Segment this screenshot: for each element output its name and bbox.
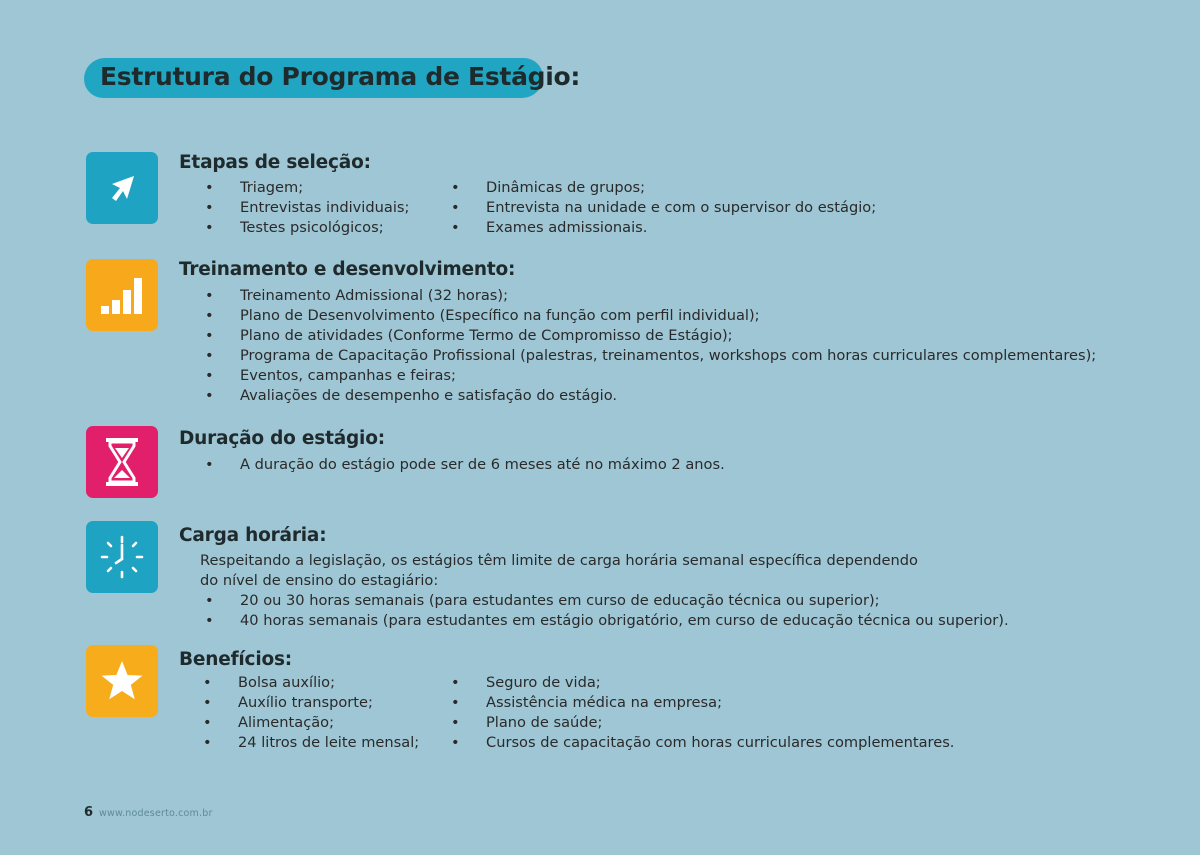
list-item: • Avaliações de desempenho e satisfação do estágio. [205,386,1096,406]
list-item: • Testes psicológicos; [205,218,409,238]
list-item: • 40 horas semanais (para estudantes em estágio obrigatório, em curso de educação técnica ou superior). [205,611,1009,631]
list-item: • Plano de atividades (Conforme Termo de Compromisso de Estágio); [205,326,1096,346]
cursor-arrow-icon [86,152,158,224]
carga-list [205,591,1009,631]
list-item: • Treinamento Admissional (32 horas); [205,286,1096,306]
list-item: • Plano de Desenvolvimento (Específico na função com perfil individual); [205,306,1096,326]
list-item: • Programa de Capacitação Profissional (palestras, treinamentos, workshops com horas curriculares complementares); [205,346,1096,366]
list-item: • Cursos de capacitação com horas curriculares complementares. [451,733,954,753]
list-item: • Entrevistas individuais; [205,198,409,218]
carga-paragraph-line2: do nível de ensino do estagiário: [200,572,439,589]
page-number: 6 [84,805,94,820]
list-item: • A duração do estágio pode ser de 6 meses até no máximo 2 anos. [205,455,725,475]
section-title-treinamento: Treinamento e desenvolvimento: [179,259,516,280]
list-item: • Triagem; [205,178,409,198]
list-item: • Dinâmicas de grupos; [451,178,876,198]
list-item: • 20 ou 30 horas semanais (para estudantes em curso de educação técnica ou superior); [205,591,1009,611]
selecao-list-col2 [451,178,876,238]
carga-paragraph-line1: Respeitando a legislação, os estágios têm limite de carga horária semanal específica dependendo [200,552,918,569]
hourglass-icon [86,426,158,498]
list-item: • 24 litros de leite mensal; [203,733,419,753]
page-title: Estrutura do Programa de Estágio: [100,62,581,91]
beneficios-list-col1 [203,673,419,753]
list-item: • Auxílio transporte; [203,693,419,713]
clock-icon [86,521,158,593]
list-item: • Alimentação; [203,713,419,733]
list-item: • Seguro de vida; [451,673,954,693]
selecao-list-col1 [205,178,409,238]
page-footer [84,805,213,820]
list-item: • Exames admissionais. [451,218,876,238]
beneficios-list-col2 [451,673,954,753]
list-item: • Bolsa auxílio; [203,673,419,693]
section-title-selecao: Etapas de seleção: [179,152,371,173]
section-title-beneficios: Benefícios: [179,649,292,670]
footer-url: www.nodeserto.com.br [99,808,213,819]
list-item: • Plano de saúde; [451,713,954,733]
list-item: • Assistência médica na empresa; [451,693,954,713]
bar-chart-icon [86,259,158,331]
section-title-duracao: Duração do estágio: [179,428,385,449]
duracao-list [205,455,725,475]
list-item: • Eventos, campanhas e feiras; [205,366,1096,386]
section-title-carga: Carga horária: [179,525,327,546]
star-icon [86,645,158,717]
treinamento-list [205,286,1096,406]
list-item: • Entrevista na unidade e com o supervisor do estágio; [451,198,876,218]
